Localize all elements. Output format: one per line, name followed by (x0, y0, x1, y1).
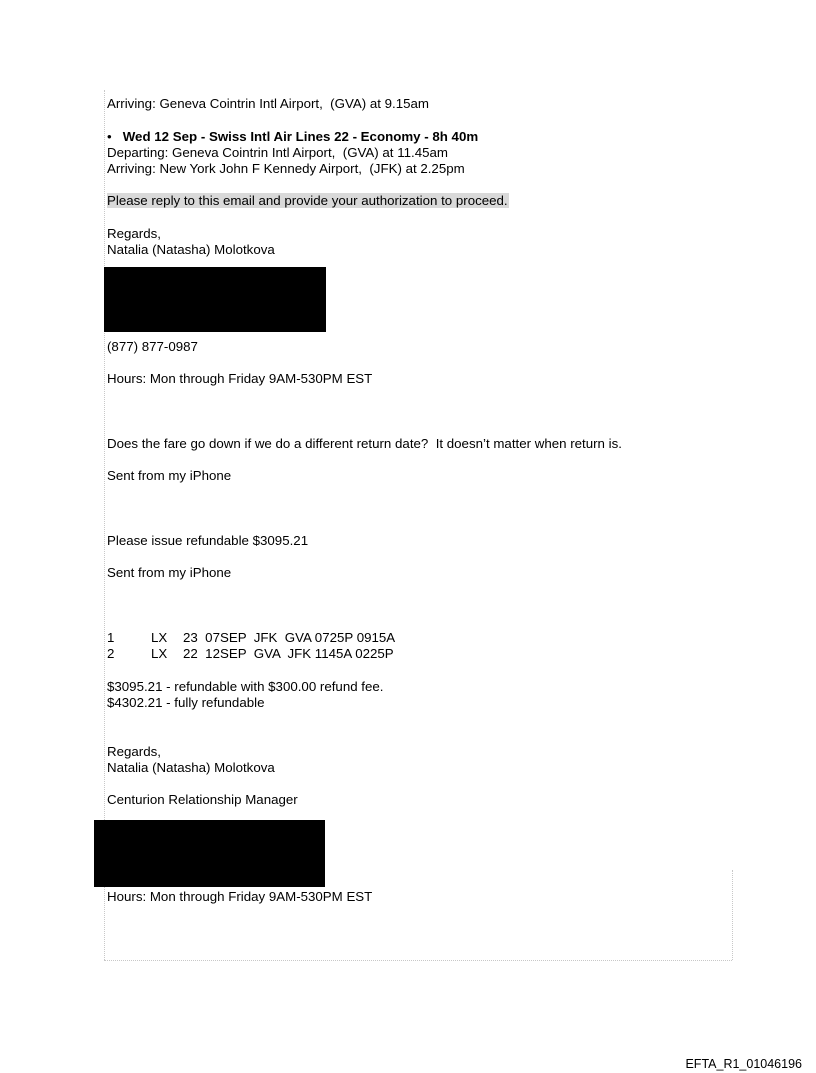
fare-question: Does the fare go down if we do a different return date? It doesn’t matter when return is. (107, 436, 622, 451)
sent-from-iphone-1: Sent from my iPhone (107, 468, 232, 483)
sent-from-iphone-2: Sent from my iPhone (107, 565, 232, 580)
itinerary-num: 1 (107, 630, 115, 645)
bullet: • (107, 129, 112, 144)
authorization-request: Please reply to this email and provide your authorization to proceed. (107, 193, 508, 208)
itinerary-row (107, 630, 395, 646)
email-frame-right-border (732, 870, 733, 960)
phone-number: (877) 877-0987 (107, 339, 198, 354)
hours-line-1: Hours: Mon through Friday 9AM-530PM EST (107, 371, 373, 386)
arriving-line-2: Arriving: New York John F Kennedy Airport, (JFK) at 2.25pm (107, 161, 465, 176)
hours-line-2: Hours: Mon through Friday 9AM-530PM EST (107, 889, 373, 904)
email-frame-bottom-border (104, 960, 732, 961)
signature-title: Centurion Relationship Manager (107, 792, 298, 807)
departing-line-2: Departing: Geneva Cointrin Intl Airport, (GVA) at 11.45am (107, 145, 448, 160)
authorization-request-row (107, 193, 509, 209)
regards-1: Regards, (107, 226, 161, 241)
itinerary-row (107, 646, 394, 662)
signature-name-2: Natalia (Natasha) Molotkova (107, 760, 275, 775)
flight-2-heading: Wed 12 Sep - Swiss Intl Air Lines 22 - Economy - 8h 40m (122, 129, 479, 144)
itinerary-details: 23 07SEP JFK GVA 0725P 0915A (183, 630, 396, 645)
fare-option-1: $3095.21 - refundable with $300.00 refund fee. (107, 679, 384, 694)
regards-2: Regards, (107, 744, 161, 759)
itinerary-carrier: LX (151, 630, 168, 645)
flight-2-heading-row (107, 129, 478, 145)
signature-name-1: Natalia (Natasha) Molotkova (107, 242, 275, 257)
itinerary-carrier: LX (151, 646, 168, 661)
document-id: EFTA_R1_01046196 (685, 1057, 802, 1071)
redaction-block-1 (104, 267, 326, 332)
itinerary-details: 22 12SEP GVA JFK 1145A 0225P (183, 646, 394, 661)
redaction-block-2 (94, 820, 325, 887)
issue-request: Please issue refundable $3095.21 (107, 533, 309, 548)
fare-option-2: $4302.21 - fully refundable (107, 695, 265, 710)
arriving-line-1: Arriving: Geneva Cointrin Intl Airport, (GVA) at 9.15am (107, 96, 429, 111)
itinerary-num: 2 (107, 646, 115, 661)
